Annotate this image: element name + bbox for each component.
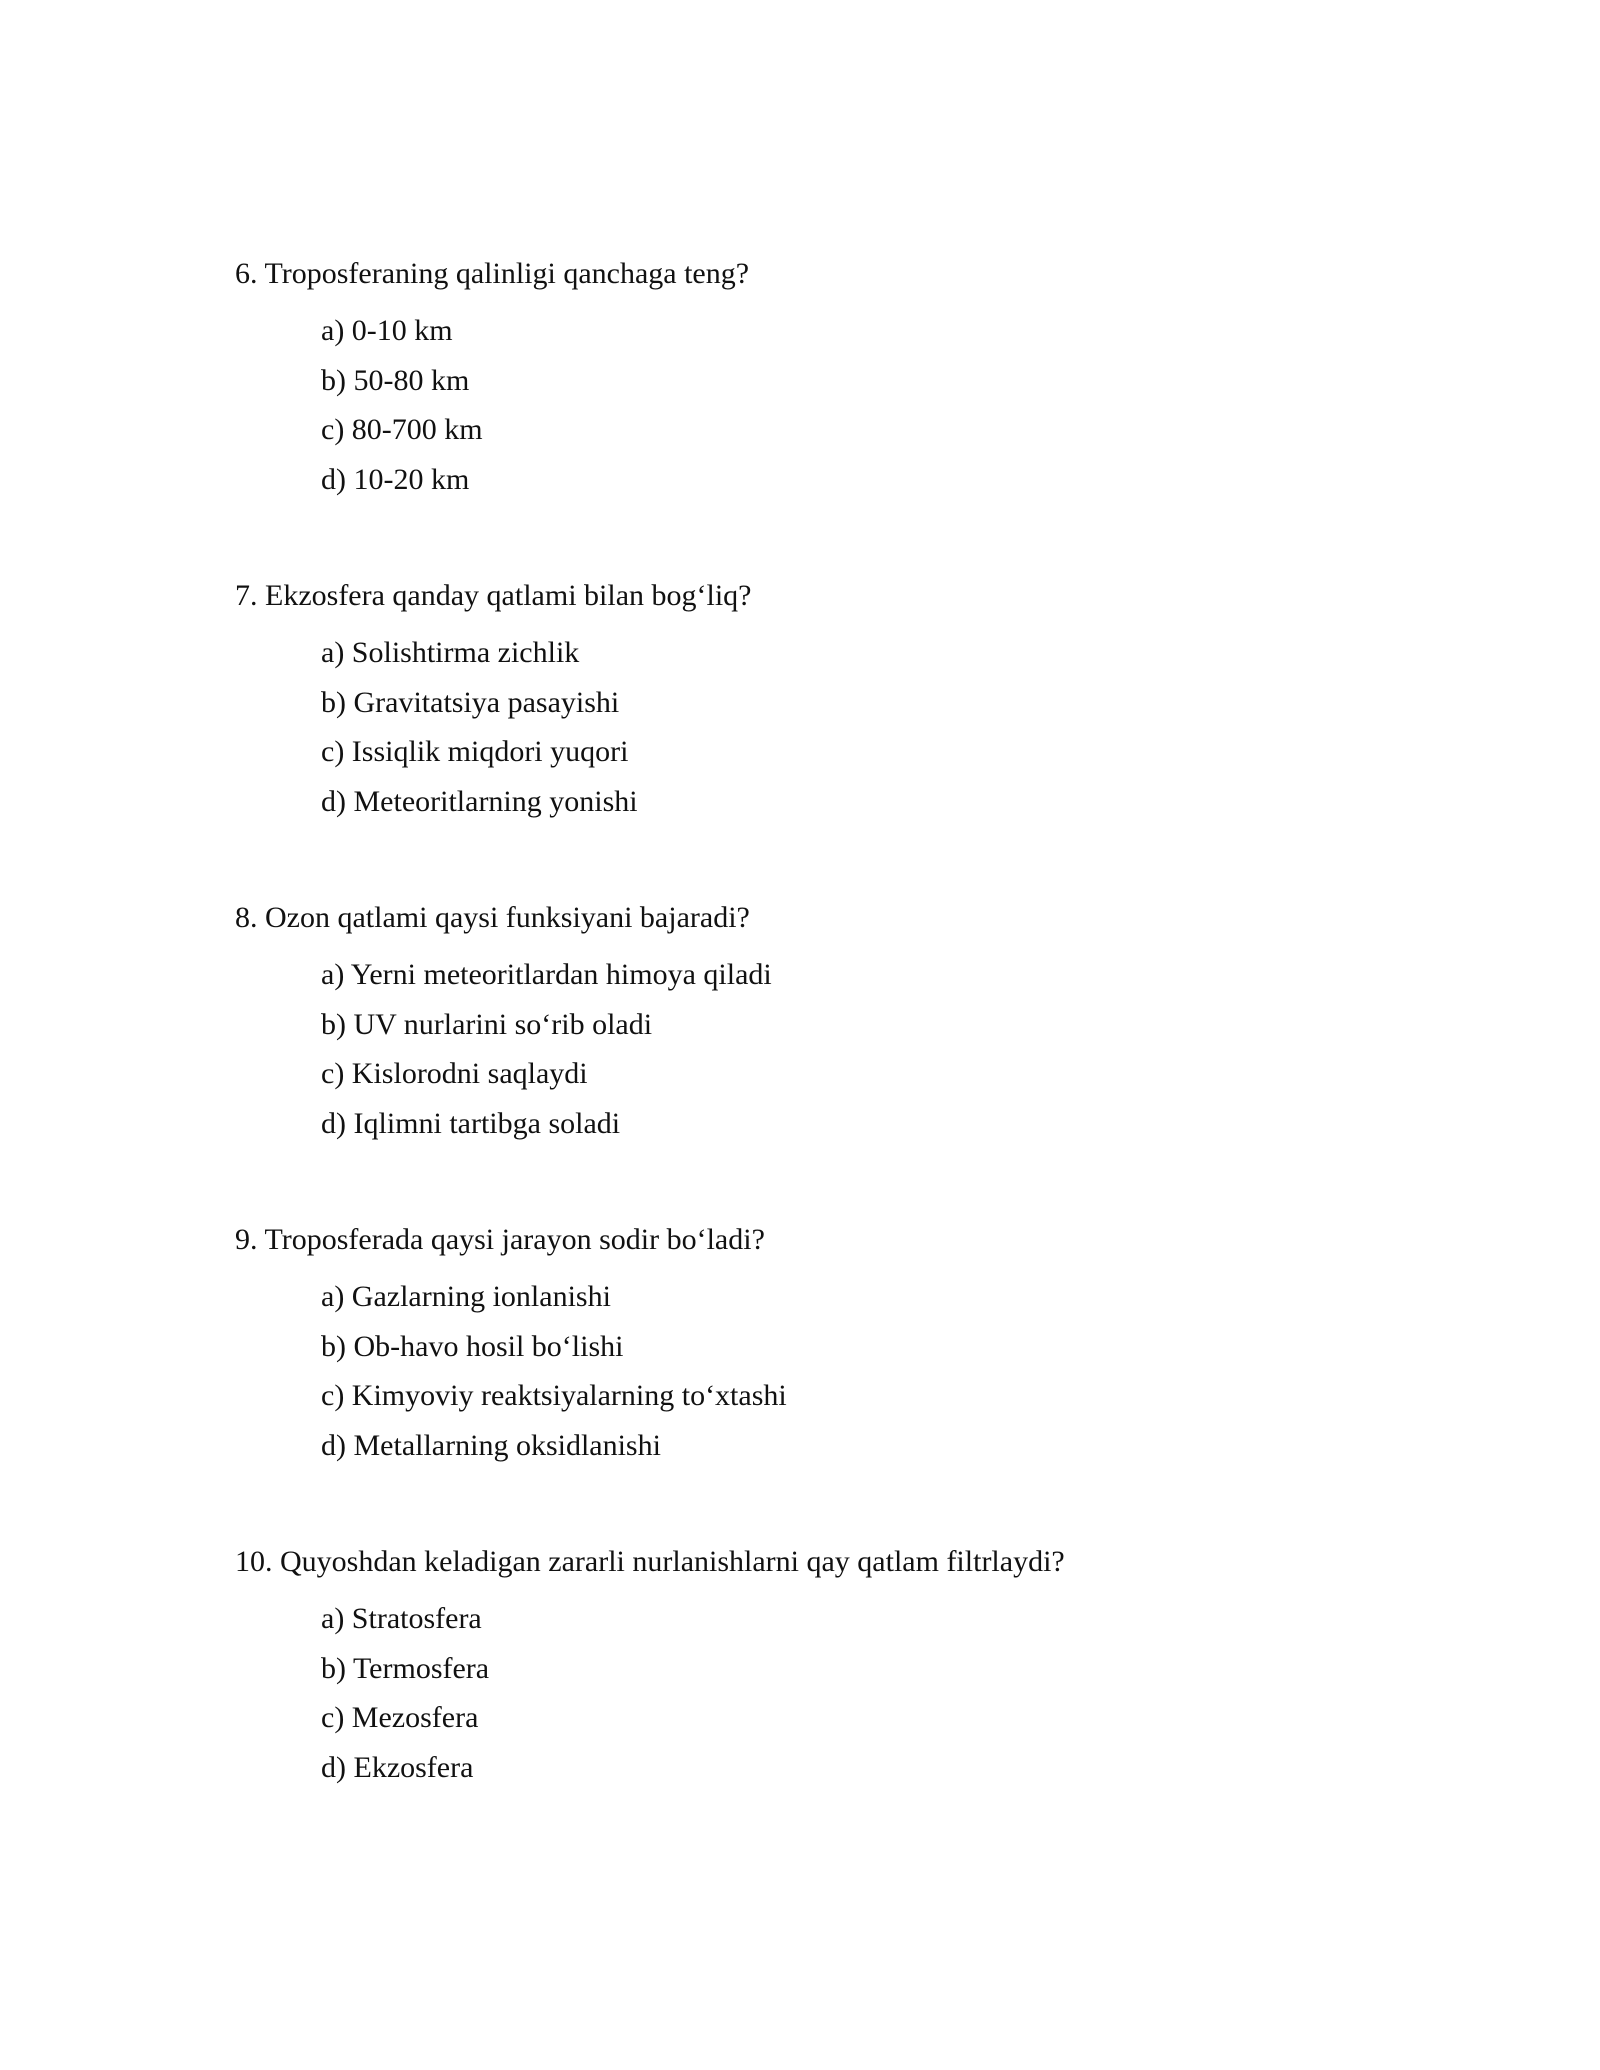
- option-list: [321, 628, 1435, 826]
- question-8: [235, 892, 1435, 1214]
- option-b: b) 50-80 km: [321, 363, 470, 397]
- option-b: b) Ob-havo hosil bo‘lishi: [321, 1329, 624, 1363]
- option-d: d) 10-20 km: [321, 462, 470, 496]
- question-7: [235, 570, 1435, 892]
- option-list: [321, 1272, 1435, 1470]
- option-c: c) 80-700 km: [321, 413, 483, 446]
- option-b: b) Termosfera: [321, 1651, 490, 1685]
- option-c: c) Kimyoviy reaktsiyalarning to‘xtashi: [321, 1379, 787, 1412]
- option-list: [321, 950, 1435, 1148]
- option-a: a) Stratosfera: [321, 1602, 482, 1635]
- question-text: 9. Troposferada qaysi jarayon sodir bo‘ladi?: [235, 1223, 765, 1256]
- question-text: 8. Ozon qatlami qaysi funksiyani bajaradi?: [235, 901, 750, 934]
- option-d: d) Iqlimni tartibga soladi: [321, 1106, 621, 1140]
- option-a: a) Solishtirma zichlik: [321, 636, 580, 669]
- option-a: a) Yerni meteoritlardan himoya qiladi: [321, 958, 772, 991]
- option-c: c) Mezosfera: [321, 1701, 479, 1734]
- option-list: [321, 1594, 1435, 1792]
- question-9: [235, 1214, 1435, 1536]
- option-b: b) Gravitatsiya pasayishi: [321, 685, 620, 719]
- question-6: [235, 248, 1435, 570]
- question-text: 7. Ekzosfera qanday qatlami bilan bog‘liq?: [235, 579, 752, 612]
- question-10: [235, 1536, 1435, 1858]
- option-d: d) Meteoritlarning yonishi: [321, 784, 638, 818]
- option-c: c) Issiqlik miqdori yuqori: [321, 735, 629, 768]
- question-text: 10. Quyoshdan keladigan zararli nurlanishlarni qay qatlam filtrlaydi?: [235, 1545, 1065, 1578]
- question-text: 6. Troposferaning qalinligi qanchaga teng?: [235, 257, 750, 290]
- option-d: d) Metallarning oksidlanishi: [321, 1428, 661, 1462]
- option-list: [321, 306, 1435, 504]
- question-list: [235, 248, 1435, 1858]
- option-a: a) Gazlarning ionlanishi: [321, 1280, 611, 1313]
- option-a: a) 0-10 km: [321, 314, 453, 347]
- option-b: b) UV nurlarini so‘rib oladi: [321, 1007, 653, 1041]
- option-d: d) Ekzosfera: [321, 1750, 474, 1784]
- option-c: c) Kislorodni saqlaydi: [321, 1057, 588, 1090]
